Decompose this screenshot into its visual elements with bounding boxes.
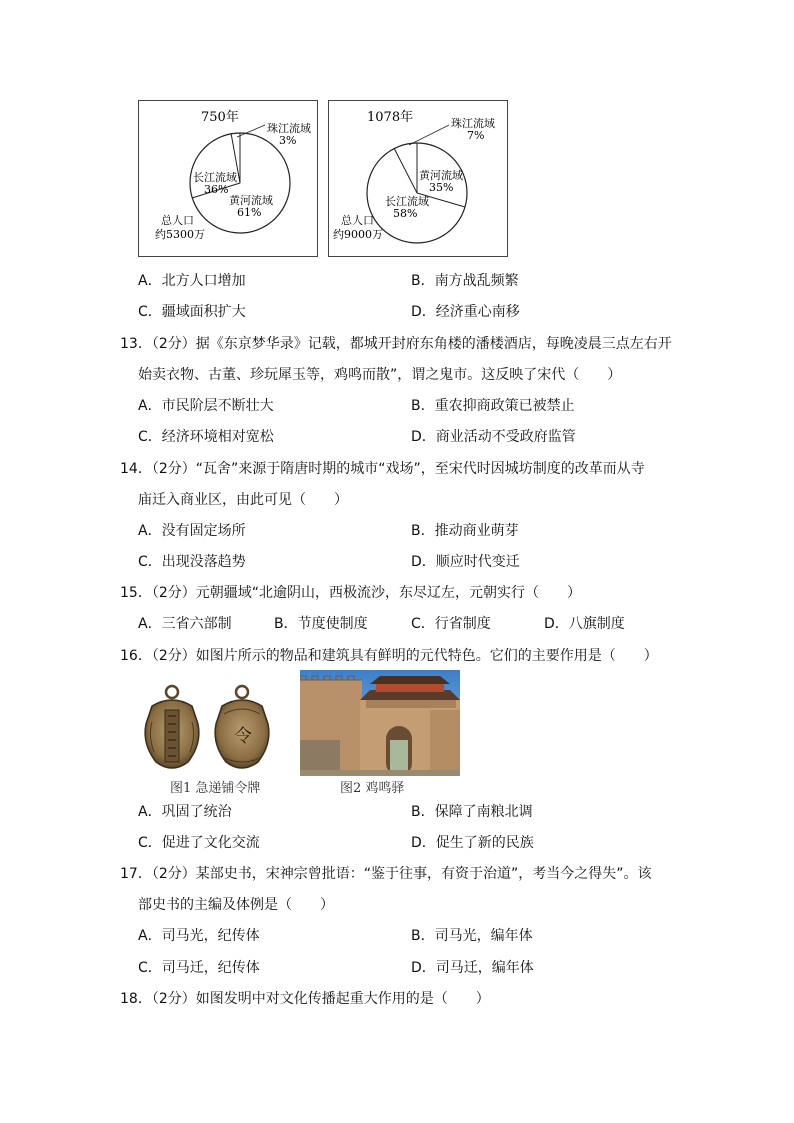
q17-stem-line2: 部史书的主编及体例是（ ） xyxy=(138,897,334,913)
q14-option-b: B．推动商业萌芽 xyxy=(411,523,519,539)
q14-stem-line1: 14．（2分）“瓦舍”来源于隋唐时期的城市“戏场”，至宋代时因城坊制度的改革而从寺 xyxy=(120,461,645,477)
pie-750-label-changjiang: 长江流域 xyxy=(193,171,237,184)
q17-option-d: D．司马迁，编年体 xyxy=(411,960,534,976)
pie-1078-value-changjiang: 58% xyxy=(393,207,418,220)
figure2-jiming-yi-image xyxy=(300,670,460,776)
pie-750-label-huanghe: 黄河流域 xyxy=(229,194,273,207)
q15-stem-line1: 15．（2分）元朝疆域“北逾阴山，西极流沙，东尽辽左，元朝实行（ ） xyxy=(120,585,581,601)
q15-option-c: C．行省制度 xyxy=(411,616,491,632)
q14-option-c: C．出现没落趋势 xyxy=(138,554,246,570)
pie-750-total-line1: 总人口 xyxy=(161,214,194,227)
q17-option-a: A．司马光，纪传体 xyxy=(138,928,260,944)
q13-option-c: C．经济环境相对宽松 xyxy=(138,429,274,445)
pie-750-value-huanghe: 61% xyxy=(237,206,262,219)
q12-option-d: D．经济重心南移 xyxy=(411,304,520,320)
pie-750-value-zhujiang: 3% xyxy=(279,134,297,147)
q14-option-d: D．顺应时代变迁 xyxy=(411,554,520,570)
pie-750-label-zhujiang: 珠江流域 xyxy=(267,122,311,135)
figure1-caption: 图1 急递铺令牌 xyxy=(170,781,261,796)
pie-1078-value-huanghe: 35% xyxy=(429,181,454,194)
pie-1078-label-changjiang: 长江流域 xyxy=(385,195,429,208)
q13-stem-line2: 始卖衣物、古董、珍玩犀玉等，鸡鸣而散”，谓之鬼市。这反映了宋代（ ） xyxy=(138,367,622,383)
q16-option-d: D．促生了新的民族 xyxy=(411,835,534,851)
pie-750-value-changjiang: 36% xyxy=(204,183,229,196)
pie-750-total-line2: 约5300万 xyxy=(155,228,205,241)
q16-option-b: B．保障了南粮北调 xyxy=(411,804,533,820)
q15-option-a: A．三省六部制 xyxy=(138,616,232,632)
q16-option-a: A．巩固了统治 xyxy=(138,804,232,820)
q18-stem-line1: 18．（2分）如图发明中对文化传播起重大作用的是（ ） xyxy=(120,991,490,1007)
q16-option-c: C．促进了文化交流 xyxy=(138,835,260,851)
q12-option-a: A．北方人口增加 xyxy=(138,273,246,289)
pie-750-svg xyxy=(139,101,317,256)
pie-1078-label-zhujiang: 珠江流域 xyxy=(451,117,495,130)
q13-option-b: B．重农抑商政策已被禁止 xyxy=(411,398,575,414)
q17-option-b: B．司马光，编年体 xyxy=(411,928,533,944)
q15-option-b: B．节度使制度 xyxy=(274,616,368,632)
figure1-ling-pai-image xyxy=(138,684,278,776)
pie-chart-1078 xyxy=(328,100,508,257)
pie-1078-value-zhujiang: 7% xyxy=(467,129,485,142)
q15-option-d: D．八旗制度 xyxy=(544,616,625,632)
pie-1078-svg xyxy=(329,101,507,256)
figure2-caption: 图2 鸡鸣驿 xyxy=(340,781,405,796)
q12-option-c: C．疆域面积扩大 xyxy=(138,304,246,320)
pie-1078-leader xyxy=(409,125,449,145)
pie-1078-total-line1: 总人口 xyxy=(341,214,374,227)
q17-stem-line1: 17．（2分）某部史书，宋神宗曾批语：“鉴于往事，有资于治道”，考当今之得失”。该 xyxy=(120,866,652,882)
q13-option-a: A．市民阶层不断壮大 xyxy=(138,398,274,414)
q13-option-d: D．商业活动不受政府监管 xyxy=(411,429,576,445)
q12-option-b: B．南方战乱频繁 xyxy=(411,273,519,289)
pie-chart-750 xyxy=(138,100,318,257)
q14-stem-line2: 庙迁入商业区，由此可见（ ） xyxy=(138,492,348,508)
q14-option-a: A．没有固定场所 xyxy=(138,523,246,539)
q16-stem-line1: 16．（2分）如图片所示的物品和建筑具有鲜明的元代特色。它们的主要作用是（ ） xyxy=(120,648,658,664)
q17-option-c: C．司马迁，纪传体 xyxy=(138,960,260,976)
pie-1078-total-line2: 约9000万 xyxy=(333,228,383,241)
svg-text:令: 令 xyxy=(234,726,252,747)
pie-1078-year: 1078年 xyxy=(367,110,414,125)
pie-1078-label-huanghe: 黄河流域 xyxy=(419,169,463,182)
pie-750-year: 750年 xyxy=(201,110,239,125)
q13-stem-line1: 13．（2分）据《东京梦华录》记载，都城开封府东角楼的潘楼酒店，每晚凌晨三点左右开 xyxy=(120,336,672,352)
